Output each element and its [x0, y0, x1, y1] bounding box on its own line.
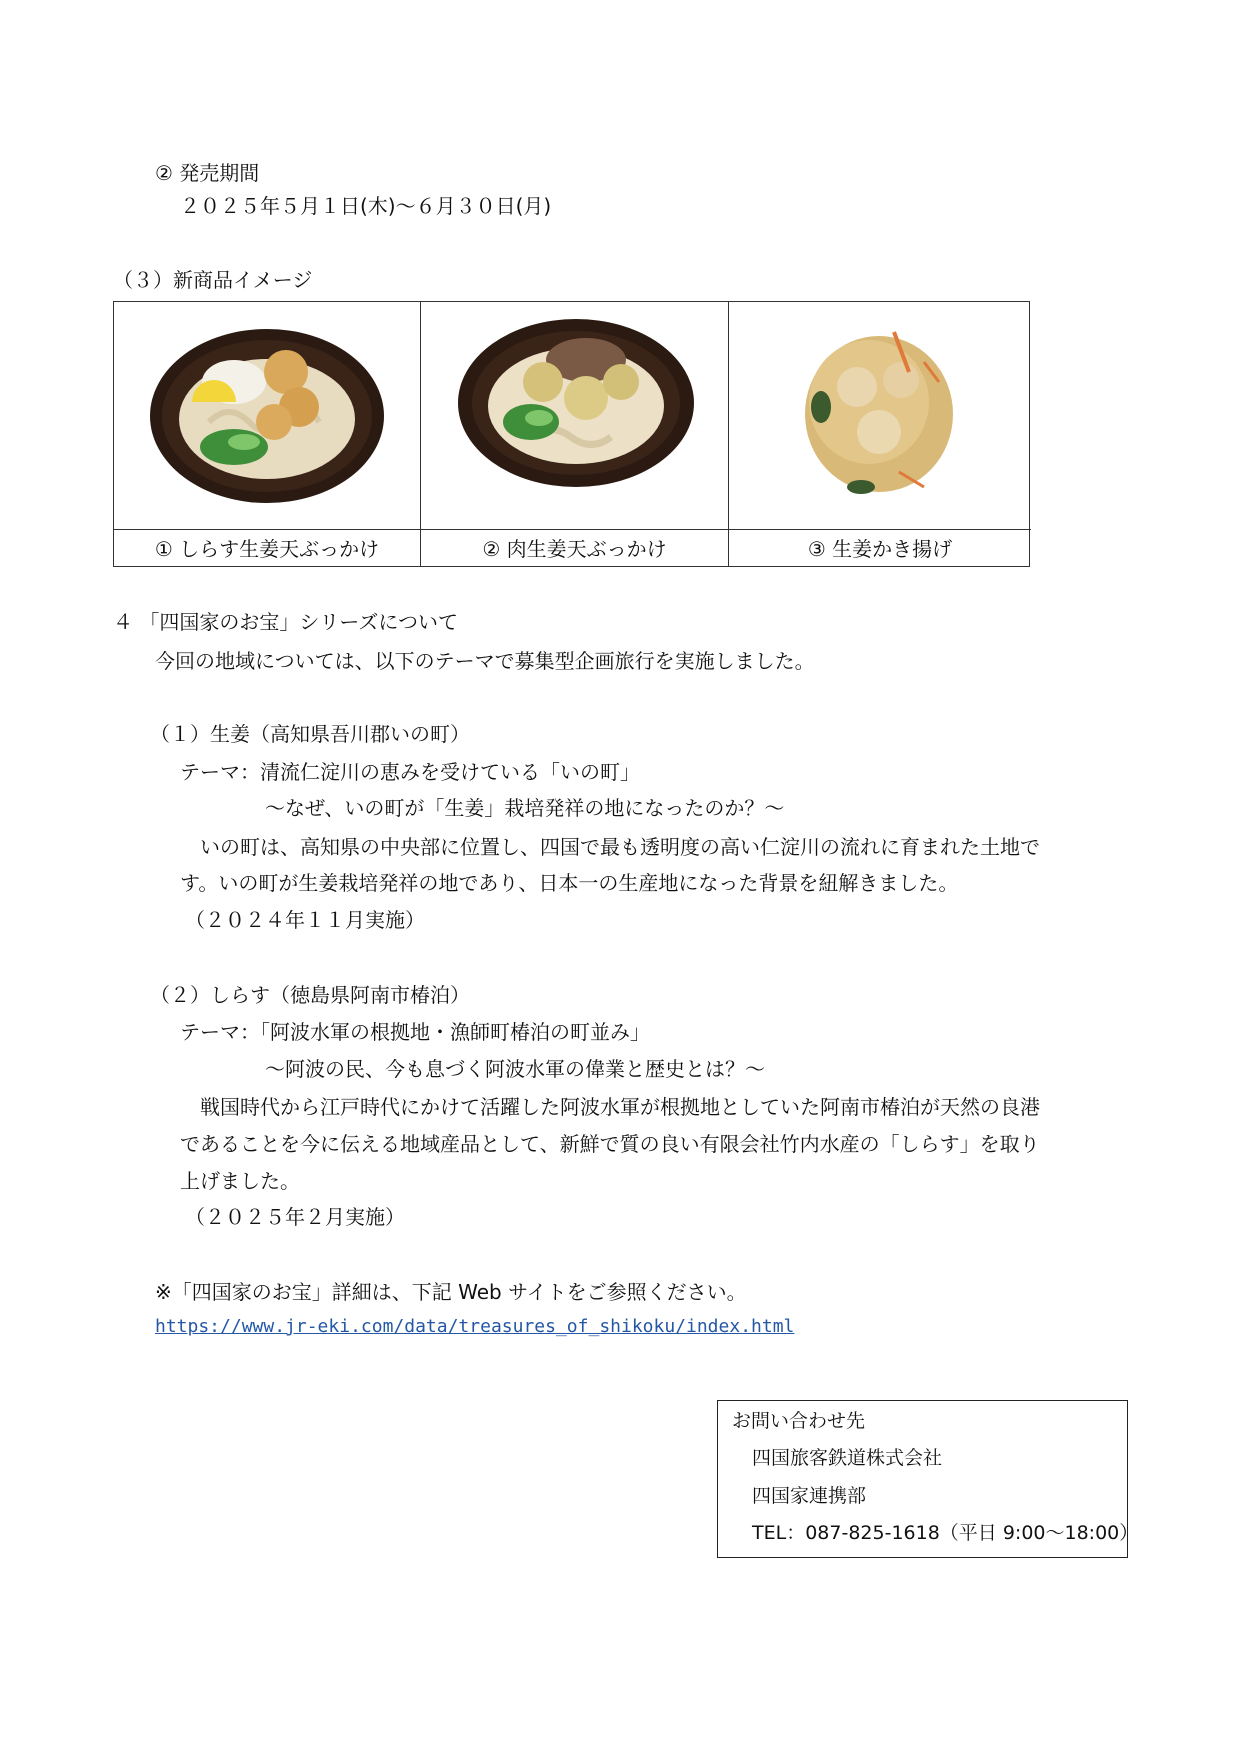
contact-company: 四国旅客鉄道株式会社	[752, 1447, 943, 1469]
product-cell-2	[421, 302, 729, 566]
product-caption-1: ① しらす生姜天ぶっかけ	[114, 529, 420, 567]
beef-ginger-tempura-udon-photo	[421, 302, 728, 529]
product-images-heading: （３）新商品イメージ	[113, 268, 313, 292]
sales-period-dates: ２０２５年５月１日(木)～６月３０日(月)	[180, 194, 552, 218]
contact-tel: TEL：087-825-1618（平日 9:00～18:00）	[752, 1522, 1139, 1544]
section-1-body-line1: いの町は、高知県の中央部に位置し、四国で最も透明度の高い仁淀川の流れに育まれた土地で	[200, 835, 1040, 859]
product-cell-1	[114, 302, 421, 566]
sales-period-heading: ② 発売期間	[155, 161, 260, 185]
section-2-date: （２０２５年２月実施）	[185, 1205, 405, 1229]
website-note: ※「四国家のお宝」詳細は、下記 Web サイトをご参照ください。	[155, 1280, 747, 1304]
ginger-kakiage-photo	[729, 302, 1031, 529]
series-heading: ４ 「四国家のお宝」シリーズについて	[113, 610, 458, 634]
product-image-table	[113, 301, 1030, 567]
shirasu-ginger-tempura-udon-photo	[114, 302, 420, 529]
section-1-title: （１）生姜（高知県吾川郡いの町）	[150, 722, 470, 746]
contact-heading: お問い合わせ先	[732, 1410, 866, 1432]
section-1-subtheme: ～なぜ、いの町が「生姜」栽培発祥の地になったのか？～	[265, 796, 785, 820]
section-1-body-line2: す。いの町が生姜栽培発祥の地であり、日本一の生産地になった背景を紐解きました。	[180, 871, 959, 895]
section-1-theme: テーマ：清流仁淀川の恵みを受けている「いの町」	[180, 760, 640, 784]
section-2-body-line1: 戦国時代から江戸時代にかけて活躍した阿波水軍が根拠地としていた阿南市椿泊が天然の良港	[200, 1095, 1040, 1119]
section-2-subtheme: ～阿波の民、今も息づく阿波水軍の偉業と歴史とは？～	[265, 1057, 765, 1081]
contact-box	[717, 1400, 1139, 1558]
product-cell-3	[729, 302, 1031, 566]
product-caption-2: ② 肉生姜天ぶっかけ	[421, 529, 728, 567]
section-2-body-line2: であることを今に伝える地域産品として、新鮮で質の良い有限会社竹内水産の「しらす」を取り	[180, 1132, 1040, 1156]
section-2-body-line3: 上げました。	[180, 1169, 300, 1193]
section-2-theme: テーマ：「阿波水軍の根拠地・漁師町椿泊の町並み」	[180, 1020, 650, 1044]
product-caption-3: ③ 生姜かき揚げ	[729, 529, 1031, 567]
contact-department: 四国家連携部	[752, 1485, 867, 1507]
series-intro: 今回の地域については、以下のテーマで募集型企画旅行を実施しました。	[155, 649, 815, 673]
treasures-website-link[interactable]: https://www.jr-eki.com/data/treasures_of_shikoku/index.html	[155, 1316, 795, 1337]
section-1-date: （２０２４年１１月実施）	[185, 908, 425, 932]
section-2-title: （２）しらす（徳島県阿南市椿泊）	[150, 983, 470, 1007]
